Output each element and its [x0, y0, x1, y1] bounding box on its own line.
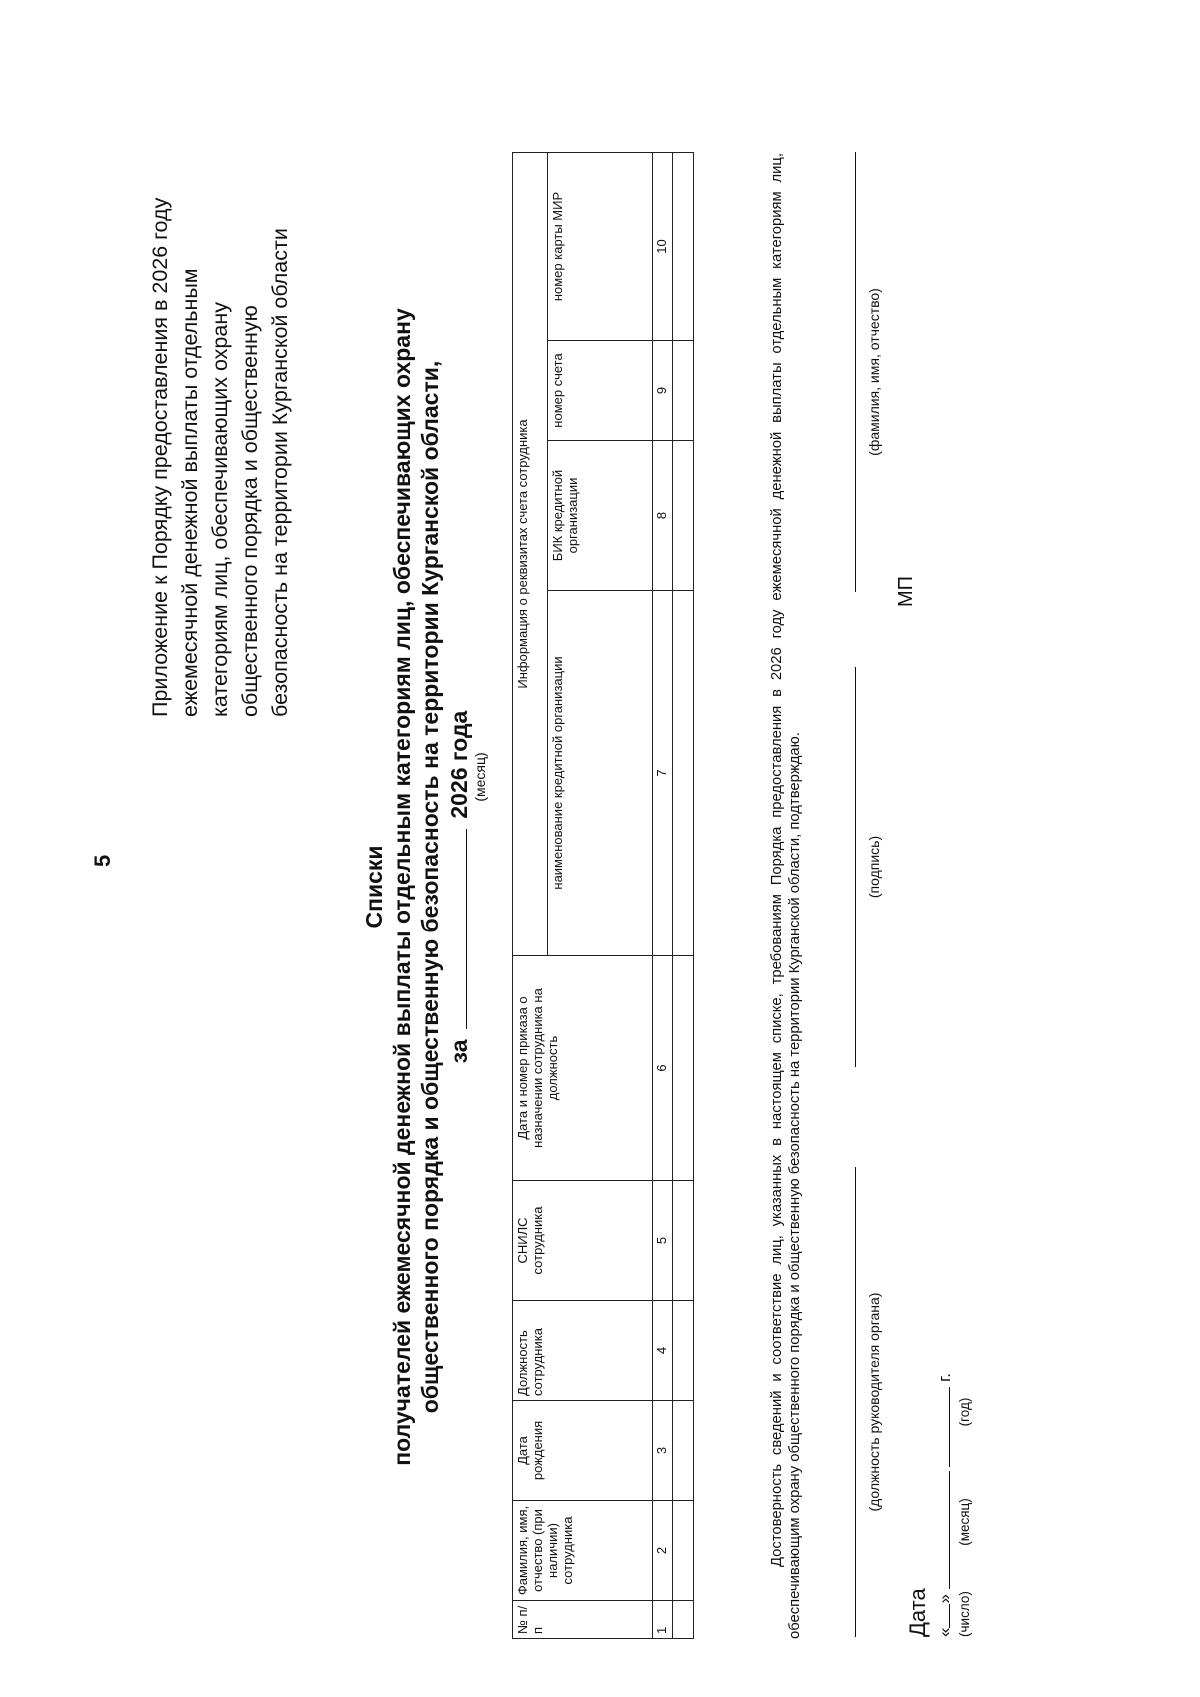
appendix-note — [145, 17, 295, 717]
table-cell[interactable] — [673, 341, 694, 441]
appendix-line: ежемесячной денежной выплаты отдельным — [178, 268, 202, 717]
confirmation-text: Достоверность сведений и соответствие лиц, указанных в настоящем списке, требованиям Порядка предоставления в 2026 году ежемесячной денежной выплаты отдельным категориям лиц, обеспечивающим охрану общественного порядка и общественную безопасность на территории Курганской области, подтверждаю. — [769, 153, 803, 1639]
month-caption: (месяц) — [472, 752, 488, 802]
header-position: Должность сотрудника — [513, 1301, 653, 1401]
year-caption: (год) — [957, 1397, 972, 1427]
date-label: Дата — [905, 1588, 930, 1637]
day-blank[interactable] — [935, 1604, 950, 1628]
table-cell[interactable] — [673, 1401, 694, 1501]
header-order: Дата и номер приказа о назначении сотрудника на должность — [513, 956, 653, 1181]
close-quote: » — [935, 1594, 954, 1604]
recipients-table — [512, 152, 694, 1639]
year-blank[interactable] — [935, 1387, 950, 1467]
title-line: получателей ежемесячной денежной выплаты отдельным категориям лиц, обеспечивающих охрану — [389, 308, 415, 1466]
column-number: 3 — [653, 1401, 673, 1501]
header-account-info: Информация о реквизитах счета сотрудника — [513, 153, 548, 956]
column-number: 9 — [653, 341, 673, 441]
appendix-line: Приложение к Порядку предоставления в 2026 году — [148, 197, 172, 717]
column-number: 8 — [653, 441, 673, 591]
table-cell[interactable] — [673, 1501, 694, 1601]
signature-caption: (подпись) — [866, 835, 882, 899]
table-cell[interactable] — [673, 591, 694, 956]
document-title — [360, 197, 473, 1577]
header-bik: БИК кредитной организации — [548, 441, 653, 591]
column-number: 4 — [653, 1301, 673, 1401]
header-birth-date: Дата рождения — [513, 1401, 653, 1501]
column-number: 1 — [653, 1601, 673, 1639]
column-number: 5 — [653, 1181, 673, 1301]
signature-line[interactable] — [855, 667, 856, 1067]
month-blank[interactable] — [935, 1471, 950, 1589]
open-quote: « — [935, 1627, 954, 1637]
month-field-caption: (месяц) — [957, 1498, 972, 1546]
position-signature-line[interactable] — [855, 1167, 856, 1637]
page-number: 5 — [90, 854, 115, 867]
header-card-number: номер карты МИР — [548, 153, 653, 341]
period-suffix: 2026 года — [446, 710, 472, 819]
table-cell[interactable] — [673, 1601, 694, 1639]
column-number-row — [653, 153, 673, 1639]
header-bank-name: наименование кредитной организации — [548, 591, 653, 956]
column-number: 7 — [653, 591, 673, 956]
stamp-place-label: МП — [895, 575, 917, 607]
column-number: 10 — [653, 153, 673, 341]
position-caption: (должность руководителя органа) — [866, 1292, 882, 1512]
table-cell[interactable] — [673, 1301, 694, 1401]
table-cell[interactable] — [673, 956, 694, 1181]
day-caption: (число) — [957, 1591, 972, 1637]
month-blank-line[interactable] — [444, 829, 467, 1029]
table-cell[interactable] — [673, 153, 694, 341]
title-period — [444, 197, 473, 1577]
fio-caption: (фамилия, имя, отчество) — [866, 288, 882, 456]
column-number: 6 — [653, 956, 673, 1181]
header-fio: Фамилия, имя, отчество (при наличии) сотрудника — [513, 1501, 653, 1601]
header-snils: СНИЛС сотрудника — [513, 1181, 653, 1301]
table-header-row — [513, 153, 548, 1639]
period-prefix: за — [446, 1039, 472, 1064]
header-account-number: номер счета — [548, 341, 653, 441]
fio-signature-line[interactable] — [855, 152, 856, 592]
title-line: общественного порядка и общественную безопасность на территории Курганской области, — [417, 360, 443, 1414]
date-fields — [935, 1373, 955, 1637]
header-num: № п/п — [513, 1601, 653, 1639]
appendix-line: безопасность на территории Курганской области — [268, 228, 292, 717]
column-number: 2 — [653, 1501, 673, 1601]
table-row — [673, 153, 694, 1639]
appendix-line: категориям лиц, обеспечивающих охрану — [208, 302, 232, 717]
appendix-line: общественного порядка и общественную — [238, 305, 262, 717]
year-suffix: г. — [935, 1373, 954, 1382]
title-heading: Списки — [361, 845, 387, 929]
table-cell[interactable] — [673, 1181, 694, 1301]
table-cell[interactable] — [673, 441, 694, 591]
